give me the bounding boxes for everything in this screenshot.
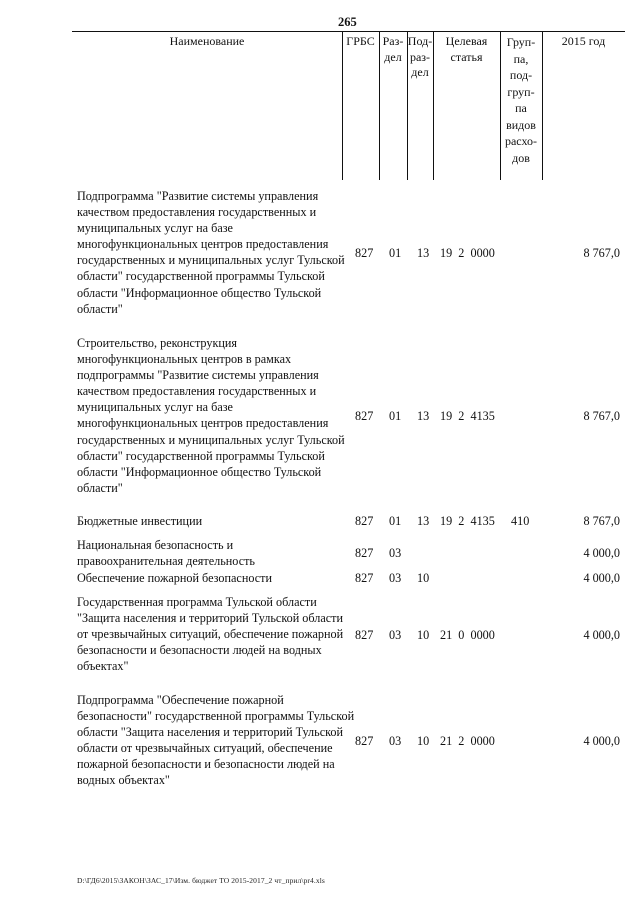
row-cs: 21 2 0000 [440, 734, 495, 748]
row-razdel: 03 [389, 546, 402, 560]
row-cs: 19 2 0000 [440, 246, 495, 260]
row-sum: 8 767,0 [583, 514, 620, 528]
row-name: Национальная безопасность и правоохранительная деятельность [77, 538, 255, 569]
row-podrazdel: 10 [417, 628, 430, 642]
header-year: 2015 год [561, 34, 606, 48]
row-sum: 4 000,0 [583, 546, 620, 560]
row-cs: 19 2 4135 [440, 514, 495, 528]
page-number: 265 [338, 15, 357, 29]
row-sum: 4 000,0 [583, 571, 620, 585]
header-podrazdel: Под- раз- дел [407, 34, 433, 79]
row-razdel: 01 [389, 514, 402, 528]
row-sum: 4 000,0 [583, 628, 620, 642]
row-grbs: 827 [355, 246, 374, 260]
row-name: Государственная программа Тульской области "Защита населения и территорий Тульской области от чрезвычайных ситуаций, обеспечение пожарной безопасности и безопасности людей на водных объектах" [77, 595, 344, 674]
row-sum: 8 767,0 [583, 409, 620, 423]
row-name: Подпрограмма "Развитие системы управления качеством предоставления государственных и муниципальных услуг на базе многофункциональных центров предоставления государственных и муниципальных услуг Тульской области" государственной программы Тульской области "Информационное общество Тульской области" [77, 189, 345, 316]
header-grbs: ГРБС [346, 34, 375, 48]
row-grbs: 827 [355, 628, 374, 642]
row-podrazdel: 10 [417, 571, 430, 585]
row-grbs: 827 [355, 514, 374, 528]
row-name: Обеспечение пожарной безопасности [77, 571, 273, 585]
header-gruppa: Груп- па, под- груп- па видов расхо- дов [504, 35, 538, 165]
row-razdel: 01 [389, 409, 402, 423]
row-name: Подпрограмма "Обеспечение пожарной безопасности" государственной программы Тульской области "Защита населения и территорий Тульской области от чрезвычайных ситуаций, обеспечение пожарной безопасности и безопасности людей на водных объектах" [77, 693, 355, 788]
row-razdel: 01 [389, 246, 402, 260]
row-gruppa: 410 [511, 514, 530, 528]
row-podrazdel: 13 [417, 409, 430, 423]
row-grbs: 827 [355, 409, 374, 423]
row-name: Строительство, реконструкция многофункциональных центров в рамках подпрограммы "Развитие системы управления качеством предоставления государственных и муниципальных услуг на базе многофункциональных центров предоставления государственных и муниципальных услуг Тульской области" государственной программы Тульской области "Информационное общество Тульской области" [77, 336, 345, 495]
row-grbs: 827 [355, 734, 374, 748]
row-sum: 4 000,0 [583, 734, 620, 748]
row-cs: 21 0 0000 [440, 628, 495, 642]
row-grbs: 827 [355, 546, 374, 560]
row-razdel: 03 [389, 628, 402, 642]
row-podrazdel: 13 [417, 514, 430, 528]
row-name: Бюджетные инвестиции [77, 514, 203, 528]
row-cs: 19 2 4135 [440, 409, 495, 423]
footer-file-path: D:\ГД6\2015\ЗАКОН\ЗАС_17\Изм. бюджет ТО 2015-2017_2 чт_прил\pr4.xls [77, 876, 325, 885]
row-sum: 8 767,0 [583, 246, 620, 260]
row-razdel: 03 [389, 571, 402, 585]
header-cs: Целевая статья [445, 34, 488, 64]
row-razdel: 03 [389, 734, 402, 748]
row-podrazdel: 10 [417, 734, 430, 748]
header-razdel: Раз- дел [382, 34, 404, 64]
row-grbs: 827 [355, 571, 374, 585]
row-podrazdel: 13 [417, 246, 430, 260]
header-name: Наименование [169, 34, 245, 48]
